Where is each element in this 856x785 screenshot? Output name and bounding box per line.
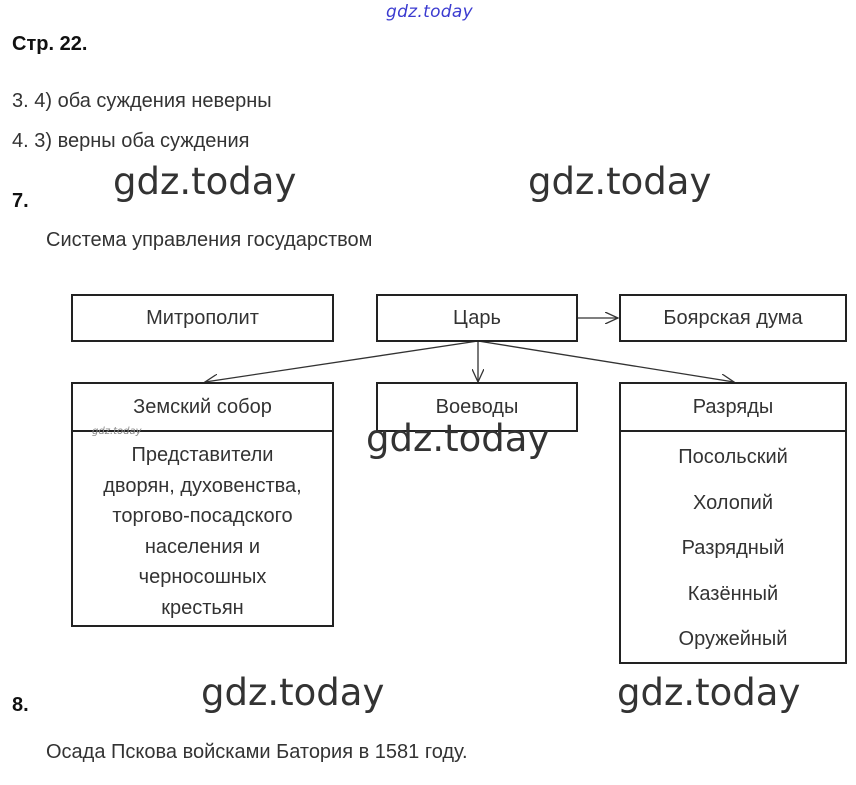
razryad-item: Казённый bbox=[687, 582, 779, 605]
zemsky-line: Представители bbox=[131, 444, 274, 466]
watermark: gdz.today bbox=[201, 671, 385, 714]
task-7-number: 7. bbox=[12, 190, 29, 212]
voevody-box: Воеводы bbox=[376, 382, 578, 432]
task-8-number: 8. bbox=[12, 694, 29, 716]
zemsky-line: торгово-посадского bbox=[112, 505, 293, 527]
zemsky-line: черносошных bbox=[138, 566, 267, 588]
zemsky-sobor-description bbox=[73, 432, 332, 623]
task-8-text: Осада Пскова войсками Батория в 1581 году. bbox=[46, 741, 468, 763]
tsar-box: Царь bbox=[376, 294, 578, 342]
boyar-duma-box: Боярская дума bbox=[619, 294, 847, 342]
answer-4: 4. 3) верны оба суждения bbox=[12, 130, 250, 152]
razryad-item: Разрядный bbox=[681, 537, 785, 559]
zemsky-line: населения и bbox=[144, 535, 261, 558]
zemsky-line: крестьян bbox=[161, 596, 244, 619]
arrow-tsar-to-razryady bbox=[478, 341, 734, 382]
razryady-title: Разряды bbox=[621, 384, 845, 432]
watermark-top: gdz.today bbox=[386, 2, 473, 22]
watermark: gdz.today bbox=[617, 671, 801, 714]
watermark: gdz.today bbox=[528, 160, 712, 203]
watermark: gdz.today bbox=[113, 160, 297, 203]
razryady-box bbox=[619, 382, 847, 664]
answer-3: 3. 4) оба суждения неверны bbox=[12, 90, 272, 112]
watermark: gdz.today bbox=[366, 417, 550, 460]
task-7-caption: Система управления государством bbox=[46, 229, 373, 251]
arrow-tsar-to-zemsky bbox=[205, 341, 478, 382]
watermark-small: gdz.today bbox=[92, 426, 142, 437]
page-label: Стр. 22. bbox=[12, 33, 88, 55]
razryad-item: Посольский bbox=[678, 446, 788, 468]
razryad-item: Холопий bbox=[693, 491, 773, 514]
zemsky-sobor-title: Земский собор bbox=[73, 384, 332, 432]
metropolit-box: Митрополит bbox=[71, 294, 334, 342]
zemsky-line: дворян, духовенства, bbox=[103, 474, 302, 497]
razryad-item: Оружейный bbox=[678, 628, 788, 650]
zemsky-sobor-box bbox=[71, 382, 334, 627]
razryady-list bbox=[621, 432, 845, 666]
